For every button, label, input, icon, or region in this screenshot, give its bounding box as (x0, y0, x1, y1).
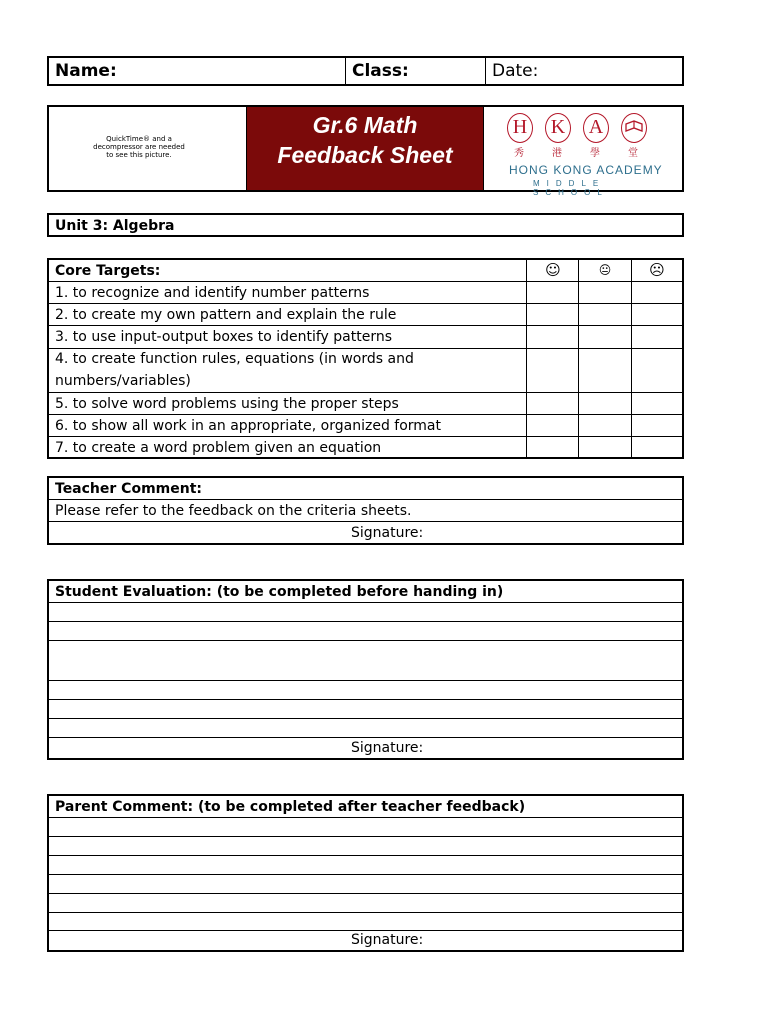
core-targets-table (47, 258, 684, 459)
parent-comment-line[interactable] (49, 837, 682, 855)
logo-char: 學 (590, 148, 600, 159)
row-divider (49, 303, 682, 304)
row-divider (49, 392, 682, 393)
parent-comment-line[interactable] (49, 856, 682, 874)
school-name: HONG KONG ACADEMY (509, 163, 663, 177)
school-subtitle: MIDDLE SCHOOL (533, 179, 609, 197)
title-line-2: Feedback Sheet (277, 142, 453, 168)
parent-comment-line[interactable] (49, 894, 682, 912)
school-logo (505, 113, 665, 197)
date-field-label[interactable]: Date: (492, 61, 539, 81)
teacher-comment-box (47, 476, 684, 545)
parent-comment-box (47, 794, 684, 952)
row-divider (49, 281, 682, 282)
row-divider (49, 436, 682, 437)
logo-char: 堂 (628, 148, 638, 159)
title-banner (247, 107, 483, 190)
parent-comment-line[interactable] (49, 875, 682, 893)
row-divider (49, 414, 682, 415)
student-evaluation-heading: Student Evaluation: (to be completed before handing in) (55, 584, 504, 600)
target-item: 7. to create a word problem given an equation (55, 440, 382, 456)
divider (485, 58, 486, 84)
parent-signature-label: Signature: (351, 932, 424, 948)
core-targets-heading: Core Targets: (55, 263, 161, 279)
teacher-comment-heading: Teacher Comment: (55, 481, 202, 497)
divider (345, 58, 346, 84)
parent-comment-line[interactable] (49, 913, 682, 930)
student-evaluation-line[interactable] (49, 641, 682, 680)
happy-face-icon: ☺ (545, 261, 561, 279)
student-signature-label: Signature: (351, 740, 424, 756)
row-divider (49, 325, 682, 326)
name-field-label[interactable]: Name: (55, 61, 117, 81)
neutral-face-icon: 😐 (598, 263, 612, 277)
row-divider (49, 499, 682, 500)
logo-letter-k: K (545, 113, 571, 143)
sheet-header (47, 105, 684, 197)
teacher-comment-text: Please refer to the feedback on the criteria sheets. (55, 503, 412, 519)
book-icon (621, 113, 647, 143)
parent-comment-heading: Parent Comment: (to be completed after teacher feedback) (55, 799, 526, 815)
target-item: 4. to create function rules, equations (in words and (55, 351, 414, 367)
title-line-1: Gr.6 Math (312, 112, 418, 138)
target-item: 3. to use input-output boxes to identify patterns (55, 329, 393, 345)
target-item: 1. to recognize and identify number patterns (55, 285, 370, 301)
student-evaluation-line[interactable] (49, 700, 682, 718)
unit-label: Unit 3: Algebra (55, 218, 175, 234)
logo-letter-a: A (583, 113, 609, 143)
class-field-label[interactable]: Class: (352, 61, 409, 81)
student-evaluation-line[interactable] (49, 719, 682, 737)
target-item-continued: numbers/variables) (55, 373, 191, 389)
logo-char: 港 (552, 148, 562, 159)
student-info-bar (47, 56, 684, 86)
sad-face-icon: ☹ (649, 261, 665, 279)
student-evaluation-line[interactable] (49, 622, 682, 640)
student-evaluation-line[interactable] (49, 681, 682, 699)
student-evaluation-box (47, 579, 684, 760)
divider (483, 107, 484, 190)
logo-letter-h: H (507, 113, 533, 143)
divider (631, 260, 632, 457)
row-divider (49, 521, 682, 522)
parent-comment-line[interactable] (49, 818, 682, 836)
teacher-signature-label: Signature: (351, 525, 424, 541)
student-evaluation-line[interactable] (49, 603, 682, 621)
target-item: 6. to show all work in an appropriate, organized format (55, 418, 441, 434)
target-item: 5. to solve word problems using the proper steps (55, 396, 399, 412)
quicktime-placeholder: QuickTime® and a decompressor are needed to see this picture. (93, 135, 185, 159)
divider (526, 260, 527, 457)
unit-box (47, 213, 684, 237)
logo-char: 秀 (514, 148, 524, 159)
divider (578, 260, 579, 457)
target-item: 2. to create my own pattern and explain the rule (55, 307, 397, 323)
